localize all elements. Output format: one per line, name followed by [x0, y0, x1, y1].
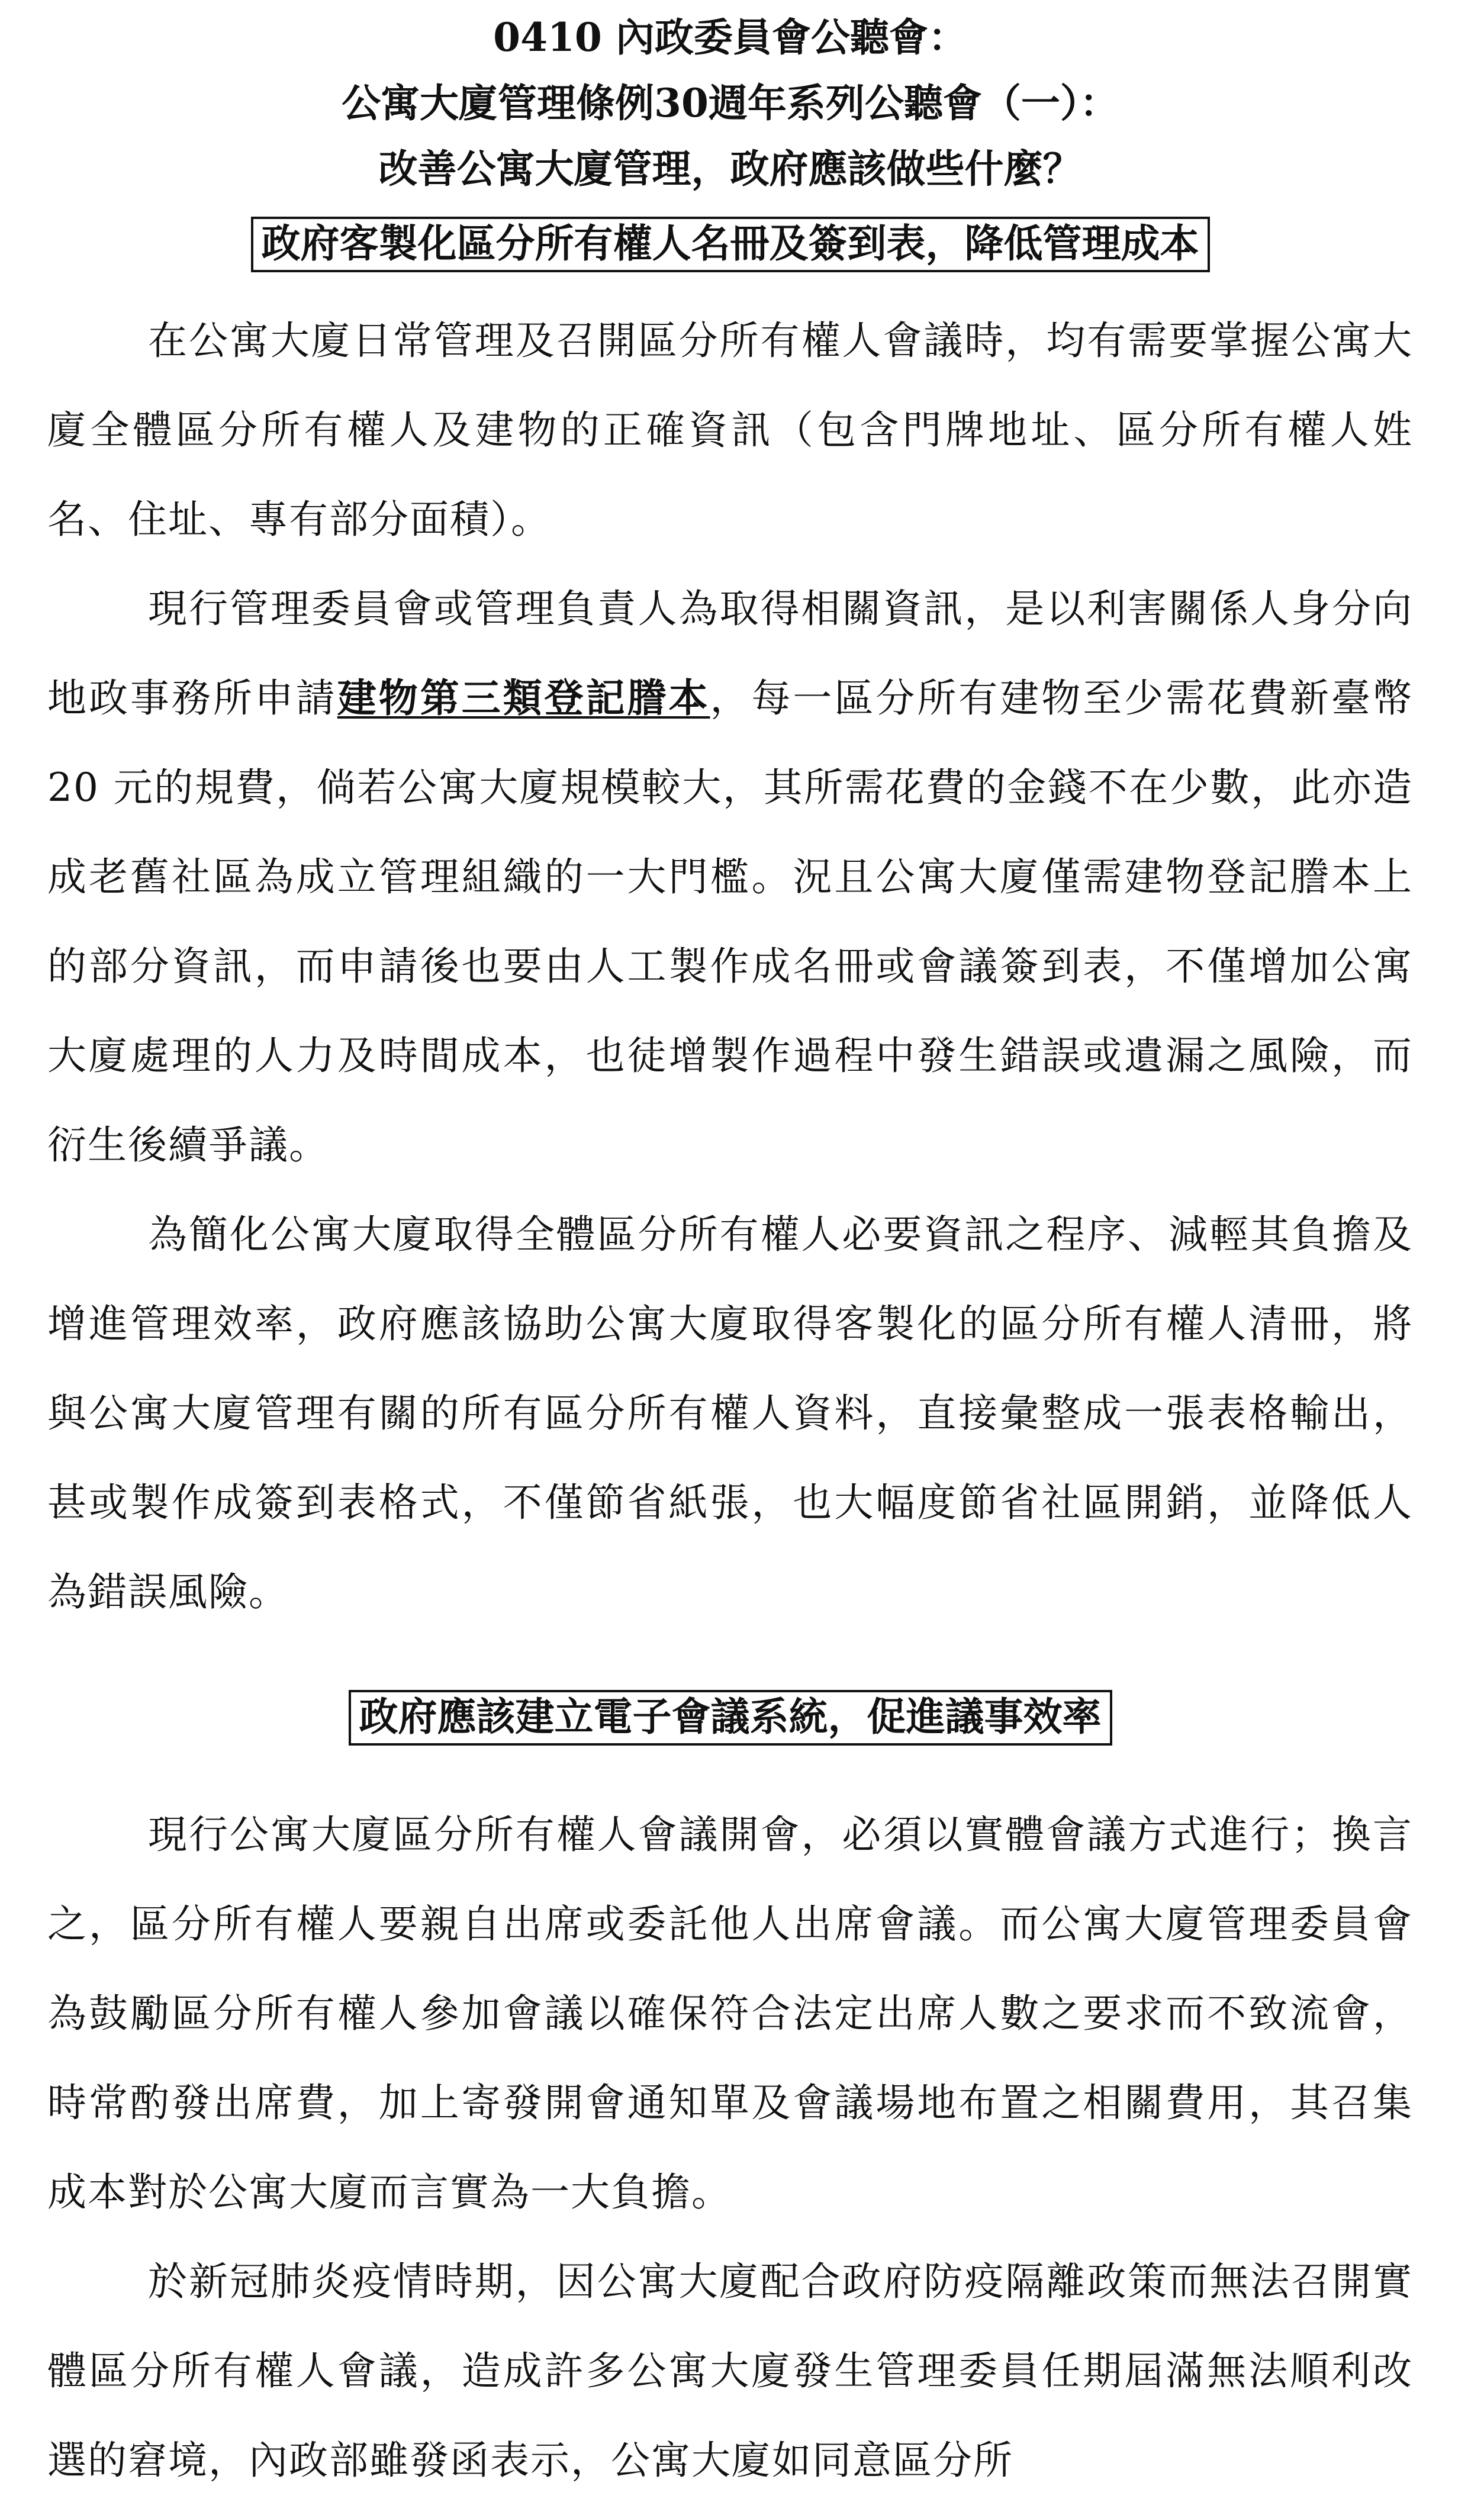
emphasized-term: 建物第三類登記謄本 [337, 675, 710, 721]
section-1-paragraph-3: 為簡化公寓大廈取得全體區分所有權人必要資訊之程序、減輕其負擔及增進管理效率，政府應該協助公寓大廈取得客製化的區分所有權人清冊，將與公寓大廈管理有關的所有區分所有權人資料，直接彙整成一張表格輸出，甚或製作成簽到表格式，不僅節省紙張，也大幅度節省社區開銷，並降低人為錯誤風險。 [47, 1212, 1413, 1615]
hearing-title: 0410 內政委員會公聽會： [493, 14, 967, 60]
section-1-paragraph-2 [47, 564, 1413, 1190]
section-1-heading-wrap [47, 217, 1413, 272]
section-1-paragraph-2-start: 現行管理委員會或管理負責人為取得相關資訊，是以利害關係人身分向地政事務所申請 [47, 586, 1413, 721]
hearing-series-title: 公寓大廈管理條例30週年系列公聽會（一）： [342, 80, 1119, 126]
hearing-topic-title: 改善公寓大廈管理，政府應該做些什麼？ [378, 146, 1082, 192]
section-2-heading-wrap [47, 1690, 1413, 1746]
section-2-paragraph-2: 於新冠肺炎疫情時期，因公寓大廈配合政府防疫隔離政策而無法召開實體區分所有權人會議，造成許多公寓大廈發生管理委員任期屆滿無法順利改選的窘境，內政部雖發函表示，公寓大廈如同意區分所 [47, 2259, 1413, 2483]
section-1-paragraph-1: 在公寓大廈日常管理及召開區分所有權人會議時，均有需要掌握公寓大廈全體區分所有權人及建物的正確資訊（包含門牌地址、區分所有權人姓名、住址、專有部分面積）。 [47, 318, 1413, 542]
section-2-paragraph-1: 現行公寓大廈區分所有權人會議開會，必須以實體會議方式進行；換言之，區分所有權人要親自出席或委託他人出席會議。而公寓大廈管理委員會為鼓勵區分所有權人參加會議以確保符合法定出席人數之要求而不致流會，時常酌發出席費，加上寄發開會通知單及會議場地布置之相關費用，其召集成本對於公寓大廈而言實為一大負擔。 [47, 1812, 1413, 2215]
section-2-heading: 政府應該建立電子會議系統，促進議事效率 [349, 1690, 1112, 1746]
section-1-paragraph-2-rest: ，每一區分所有建物至少需花費新臺幣 20 元的規費，倘若公寓大廈規模較大，其所需花費的金錢不在少數，此亦造成老舊社區為成立管理組織的一大門檻。況且公寓大廈僅需建物登記謄本上的部分資訊，而申請後也要由人工製作成名冊或會議簽到表，不僅增加公寓大廈處理的人力及時間成本，也徒增製作過程中發生錯誤或遺漏之風險，而衍生後續爭議。 [47, 675, 1413, 1168]
section-1-heading: 政府客製化區分所有權人名冊及簽到表，降低管理成本 [251, 217, 1210, 272]
